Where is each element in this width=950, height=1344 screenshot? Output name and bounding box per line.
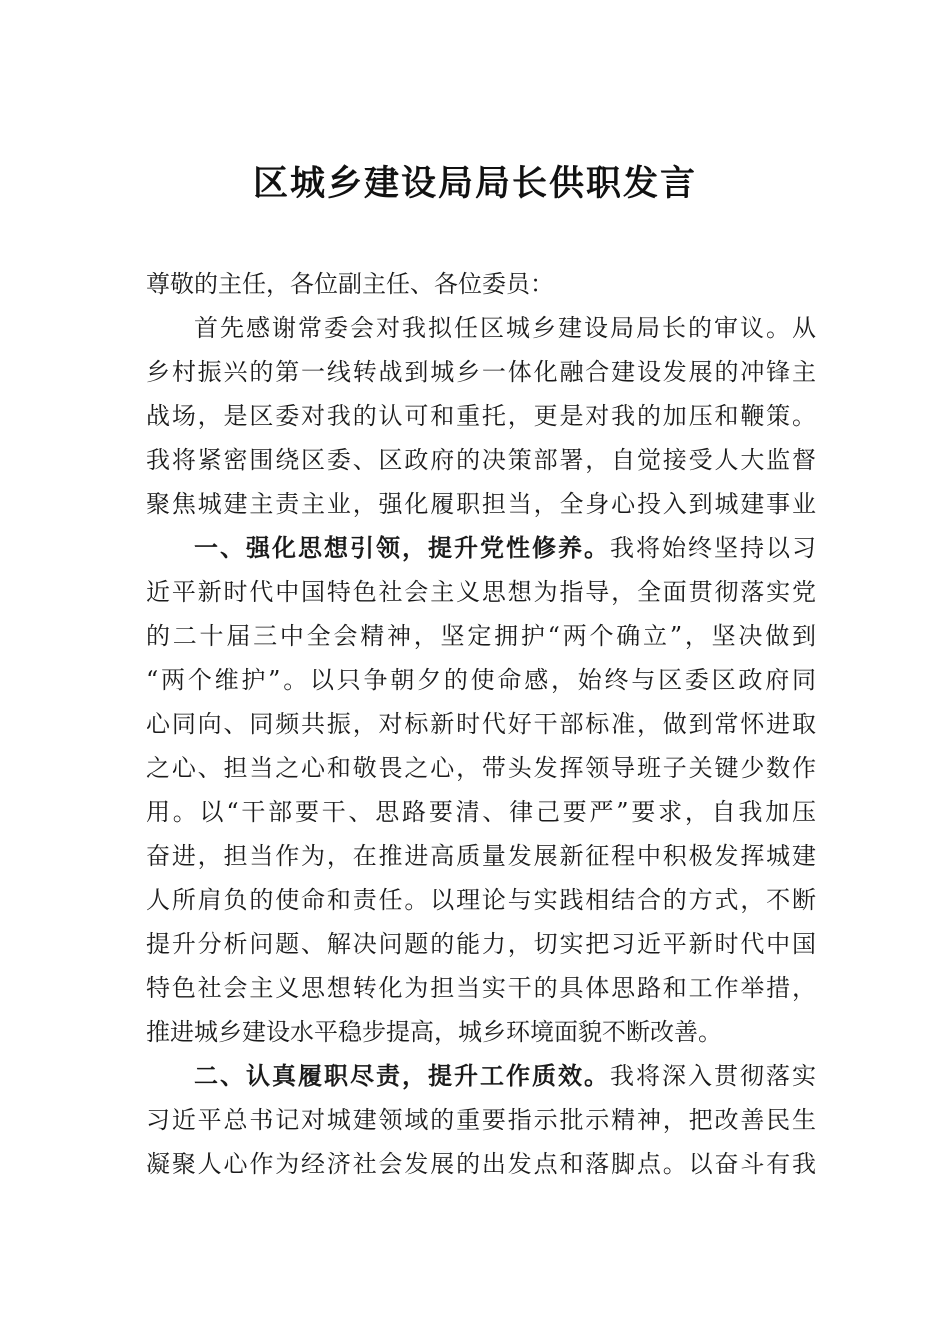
section1-line: 用。以“干部要干、思路要清、律己要严”要求，自我加压 bbox=[146, 798, 816, 826]
salutation: 尊敬的主任，各位副主任、各位委员： bbox=[146, 270, 554, 298]
section1-line: 人所肩负的使命和责任。以理论与实践相结合的方式，不断 bbox=[146, 886, 816, 914]
section1-line: 特色社会主义思想转化为担当实干的具体思路和工作举措， bbox=[146, 974, 816, 1002]
section1-line: 之心、担当之心和敬畏之心，带头发挥领导班子关键少数作 bbox=[146, 754, 816, 782]
intro-line-1: 首先感谢常委会对我拟任区城乡建设局局长的审议。从 bbox=[194, 314, 816, 342]
section1-line: 近平新时代中国特色社会主义思想为指导，全面贯彻落实党 bbox=[146, 578, 816, 606]
intro-line-5: 聚焦城建主责主业，强化履职担当，全身心投入到城建事业 bbox=[146, 490, 816, 518]
intro-line-3: 战场，是区委对我的认可和重托，更是对我的加压和鞭策。 bbox=[146, 402, 816, 430]
document-title: 区城乡建设局局长供职发言 bbox=[252, 163, 697, 204]
section2-line: 凝聚人心作为经济社会发展的出发点和落脚点。以奋斗有我 bbox=[146, 1150, 816, 1178]
section1-first-line bbox=[194, 526, 816, 570]
section1-first-line-text: 我将始终坚持以习 bbox=[610, 534, 816, 562]
section1-line: 奋进，担当作为，在推进高质量发展新征程中积极发挥城建 bbox=[146, 842, 816, 870]
section1-heading: 一、强化思想引领，提升党性修养。 bbox=[194, 534, 610, 562]
section1-line: 提升分析问题、解决问题的能力，切实把习近平新时代中国 bbox=[146, 930, 816, 958]
section2-first-line-text: 我将深入贯彻落实 bbox=[610, 1062, 816, 1090]
section1-line: 推进城乡建设水平稳步提高，城乡环境面貌不断改善。 bbox=[146, 1018, 722, 1046]
section1-line: 心同向、同频共振，对标新时代好干部标准，做到常怀进取 bbox=[146, 710, 816, 738]
section2-first-line bbox=[194, 1054, 816, 1098]
section2-heading: 二、认真履职尽责，提升工作质效。 bbox=[194, 1062, 610, 1090]
section1-line: “两个维护”。以只争朝夕的使命感，始终与区委区政府同 bbox=[146, 666, 816, 694]
section1-line: 的二十届三中全会精神，坚定拥护“两个确立”，坚决做到 bbox=[146, 622, 816, 650]
intro-line-4: 我将紧密围绕区委、区政府的决策部署，自觉接受人大监督 bbox=[146, 446, 816, 474]
section2-line: 习近平总书记对城建领域的重要指示批示精神，把改善民生 bbox=[146, 1106, 816, 1134]
intro-line-2: 乡村振兴的第一线转战到城乡一体化融合建设发展的冲锋主 bbox=[146, 358, 816, 386]
